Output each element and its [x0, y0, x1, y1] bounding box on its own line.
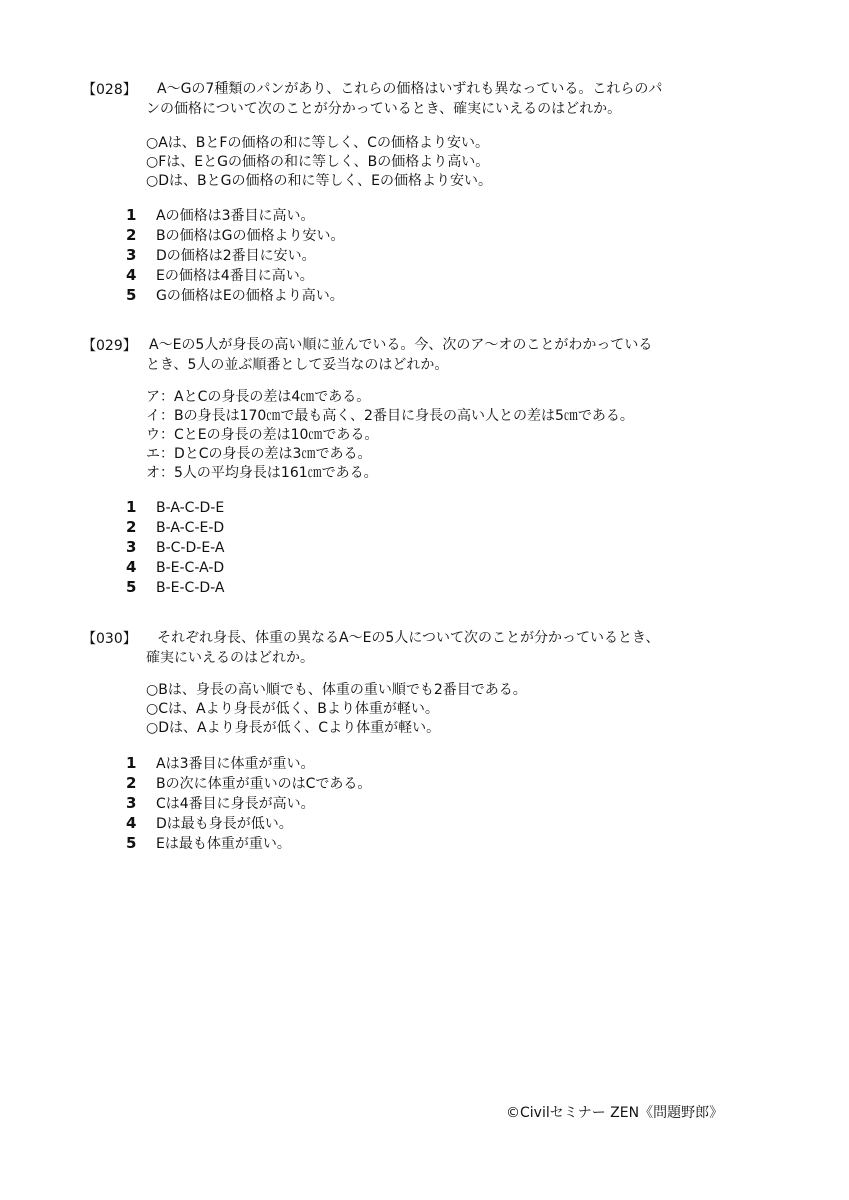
choice-number: 5	[126, 286, 137, 304]
condition-item: ウ：CとEの身長の差は10㎝である。	[146, 427, 379, 443]
choice-item	[126, 286, 526, 306]
choice-item	[126, 578, 526, 598]
choice-number: 4	[126, 814, 137, 832]
choice-number: 3	[126, 246, 137, 264]
problem-number: 【028】	[82, 82, 137, 98]
choice-number: 3	[126, 794, 137, 812]
condition-item: ○Cは、Aより身長が低く、Bより体重が軽い。	[146, 701, 439, 717]
choice-number: 4	[126, 266, 137, 284]
choice-text: Eの価格は4番目に高い。	[156, 268, 314, 284]
stem-line: とき、5人の並ぶ順番として妥当なのはどれか。	[146, 357, 449, 373]
choice-number: 4	[126, 558, 137, 576]
copyright-footer: ©Civilセミナー ZEN《問題野郎》	[506, 1105, 724, 1121]
choice-number: 1	[126, 754, 137, 772]
choice-text: Aの価格は3番目に高い。	[156, 208, 315, 224]
choice-item	[126, 206, 526, 226]
choice-number: 5	[126, 834, 137, 852]
choice-item	[126, 518, 526, 538]
choice-text: B-E-C-A-D	[156, 560, 225, 576]
choice-number: 2	[126, 774, 137, 792]
choice-item	[126, 774, 526, 794]
condition-item: オ：5人の平均身長は161㎝である。	[146, 465, 378, 481]
choice-item	[126, 794, 526, 814]
choice-number: 1	[126, 206, 137, 224]
choice-number: 5	[126, 578, 137, 596]
choice-number: 3	[126, 538, 137, 556]
choice-text: Bの価格はGの価格より安い。	[156, 228, 345, 244]
choice-text: B-C-D-E-A	[156, 540, 225, 556]
choice-item	[126, 266, 526, 286]
choice-text: Dの価格は2番目に安い。	[156, 248, 316, 264]
problem-stem	[146, 335, 653, 375]
choice-text: Aは3番目に体重が重い。	[156, 756, 315, 772]
stem-line: ンの価格について次のことが分かっているとき、確実にいえるのはどれか。	[146, 101, 622, 117]
problem-stem	[146, 79, 663, 119]
choice-text: Eは最も体重が重い。	[156, 836, 291, 852]
condition-list	[146, 134, 666, 191]
stem-line: それぞれ身長、体重の異なるA～Eの5人について次のことが分かっているとき、	[157, 630, 660, 646]
condition-item: ○Fは、EとGの価格の和に等しく、Bの価格より高い。	[146, 154, 490, 170]
condition-item: エ：DとCの身長の差は3㎝である。	[146, 446, 372, 462]
condition-list	[146, 388, 666, 483]
choice-text: B-A-C-D-E	[156, 500, 225, 516]
choice-item	[126, 754, 526, 774]
condition-item: ○Dは、BとGの価格の和に等しく、Eの価格より安い。	[146, 173, 493, 189]
choice-number: 2	[126, 518, 137, 536]
choice-item	[126, 558, 526, 578]
condition-list	[146, 681, 666, 738]
choice-number: 2	[126, 226, 137, 244]
choice-text: Dは最も身長が低い。	[156, 816, 293, 832]
condition-item: ア：AとCの身長の差は4㎝である。	[146, 389, 371, 405]
choice-item	[126, 246, 526, 266]
choice-text: B-E-C-D-A	[156, 580, 225, 596]
choice-item	[126, 814, 526, 834]
choice-item	[126, 834, 526, 854]
condition-item: イ：Bの身長は170㎝で最も高く、2番目に身長の高い人との差は5㎝である。	[146, 408, 634, 424]
choice-number: 1	[126, 498, 137, 516]
choice-list	[126, 754, 526, 854]
stem-line: A～Eの5人が身長の高い順に並んでいる。今、次のア～オのことがわかっている	[149, 337, 653, 353]
choice-item	[126, 498, 526, 518]
stem-line: 確実にいえるのはどれか。	[146, 650, 314, 666]
stem-line: A～Gの7種類のパンがあり、これらの価格はいずれも異なっている。これらのパ	[157, 81, 663, 97]
condition-item: ○Bは、身長の高い順でも、体重の重い順でも2番目である。	[146, 682, 527, 698]
choice-item	[126, 538, 526, 558]
choice-text: Gの価格はEの価格より高い。	[156, 288, 344, 304]
problem-number: 【029】	[82, 338, 137, 354]
choice-text: Cは4番目に身長が高い。	[156, 796, 315, 812]
choice-list	[126, 498, 526, 598]
condition-item: ○Aは、BとFの価格の和に等しく、Cの価格より安い。	[146, 135, 489, 151]
problem-stem	[146, 628, 660, 668]
choice-text: Bの次に体重が重いのはCである。	[156, 776, 372, 792]
condition-item: ○Dは、Aより身長が低く、Cより体重が軽い。	[146, 720, 441, 736]
choice-text: B-A-C-E-D	[156, 520, 225, 536]
choice-item	[126, 226, 526, 246]
problem-number: 【030】	[82, 631, 137, 647]
choice-list	[126, 206, 526, 306]
